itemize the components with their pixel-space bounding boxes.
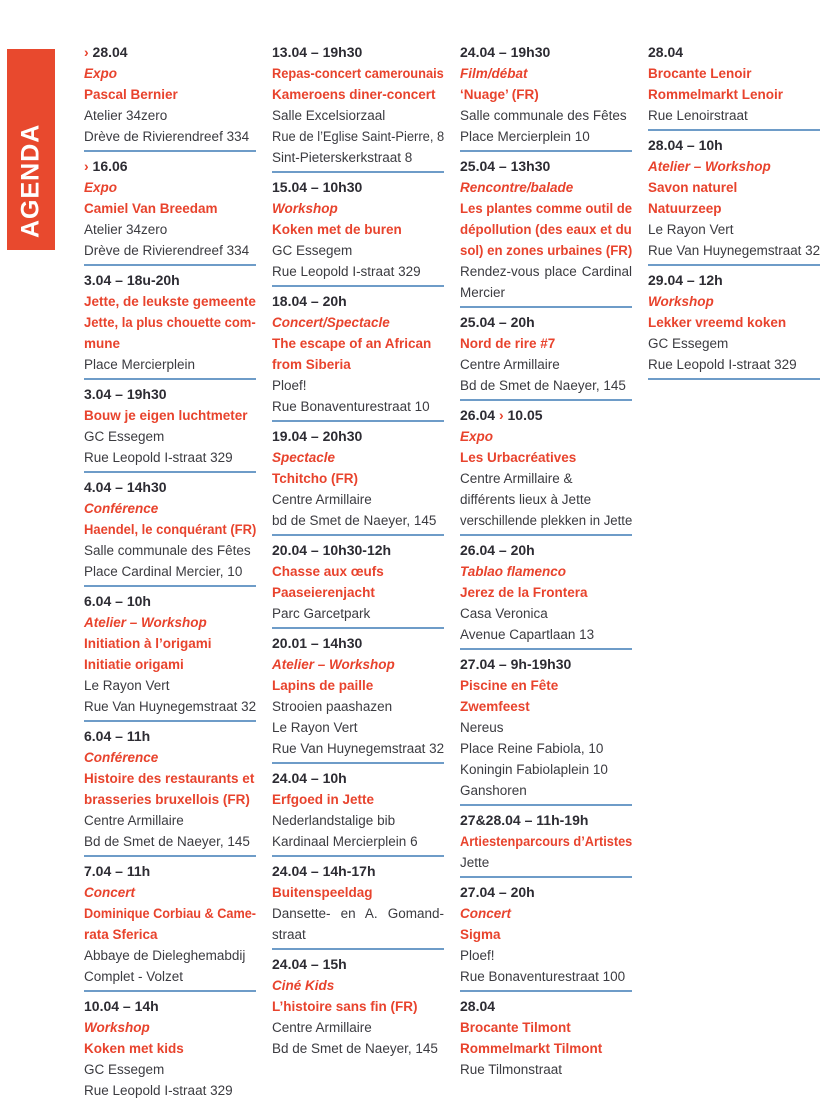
event-date: 15.04 – 10h30 [272,179,363,195]
event-date: 7.04 – 11h [84,863,151,879]
event-date: 28.04 – 10h [648,137,723,153]
event-item [460,654,632,801]
event-title: Initiation à l’origami [84,636,212,651]
event-category: Expo [460,429,494,444]
event-item [272,291,444,417]
event-date: › 16.06 [84,158,128,174]
event-detail: GC Essegem [648,336,729,351]
event-date: 18.04 – 20h [272,293,347,309]
event-item [272,861,444,945]
event-date: 3.04 – 18u-20h [84,272,180,288]
event-category: Expo [84,66,118,81]
event-detail: Rue Tilmonstraat [460,1062,563,1077]
event-detail: Rue Leopold I-straat 329 [84,1083,233,1098]
event-item [84,384,256,468]
event-date: 6.04 – 11h [84,728,151,744]
event-detail: Rue de l’Eglise Saint-Pierre, 8 [272,129,445,144]
event-detail: Jette [460,855,490,870]
event-category: Workshop [648,294,714,309]
event-item [648,270,820,375]
event-divider [272,420,444,422]
event-title: from Siberia [272,357,351,372]
event-item [272,954,444,1059]
event-item [84,156,256,261]
event-title: Repas-concert camerounais [272,66,444,81]
event-title: Koken met kids [84,1041,184,1056]
event-category: Spectacle [272,450,336,465]
event-title: rata Sferica [84,927,158,942]
event-title: mune [84,336,121,351]
event-divider [84,150,256,152]
event-detail: bd de Smet de Naeyer, 145 [272,513,437,528]
event-title: Savon naturel [648,180,738,195]
event-detail: Bd de Smet de Naeyer, 145 [272,1041,438,1056]
event-title: Histoire des restaurants et [84,771,255,786]
event-item [272,768,444,852]
event-divider [272,171,444,173]
event-date: 4.04 – 14h30 [84,479,167,495]
event-category: Tablao flamenco [460,564,567,579]
event-detail: Avenue Capartlaan 13 [460,627,595,642]
event-divider [460,534,632,536]
event-title: The escape of an African [272,336,432,351]
event-category: Conférence [84,501,159,516]
event-divider [84,378,256,380]
event-detail: GC Essegem [84,429,165,444]
event-date: 20.04 – 10h30-12h [272,542,392,558]
event-item [84,270,256,375]
event-category: Workshop [84,1020,150,1035]
event-title: brasseries bruxellois (FR) [84,792,250,807]
event-title: Brocante Tilmont [460,1020,571,1035]
event-detail: Koningin Fabiolaplein 10 [460,762,608,777]
event-detail: Salle communale des Fêtes [460,108,627,123]
event-category: Expo [84,180,118,195]
event-item [84,996,256,1101]
event-item [272,177,444,282]
event-title: Tchitcho (FR) [272,471,358,486]
event-divider [648,264,820,266]
agenda-column [84,42,256,1101]
event-item [84,591,256,717]
event-item [648,42,820,126]
event-date: 27.04 – 20h [460,884,535,900]
event-item [84,861,256,987]
chevron-right-icon: › [84,44,89,60]
event-date: 10.04 – 14h [84,998,159,1014]
event-category: Concert [84,885,136,900]
event-date: 26.04 › 10.05 [460,407,543,423]
event-title: dépollution (des eaux et du [460,222,632,237]
event-date: 3.04 – 19h30 [84,386,167,402]
event-detail: Place Reine Fabiola, 10 [460,741,604,756]
event-title: Chasse aux œufs [272,564,384,579]
event-date: 13.04 – 19h30 [272,44,363,60]
event-divider [460,648,632,650]
event-detail: Ploef! [460,948,495,963]
event-date: › 28.04 [84,44,128,60]
event-detail: Le Rayon Vert [272,720,358,735]
event-detail: Place Mercierplein [84,357,196,372]
event-title: L’histoire sans fin (FR) [272,999,418,1014]
event-title: Sigma [460,927,501,942]
event-detail: Le Rayon Vert [84,678,170,693]
event-detail: Rue Van Huynegemstraat 32 [84,699,257,714]
event-detail: verschillende plekken in Jette [460,513,633,528]
agenda-banner-label: AGENDA [16,123,45,238]
event-title: Buitenspeeldag [272,885,373,900]
event-detail: Complet - Volzet [84,969,184,984]
event-category: Film/débat [460,66,528,81]
event-divider [84,990,256,992]
event-item [460,996,632,1080]
event-category: Ciné Kids [272,978,335,993]
event-date: 25.04 – 20h [460,314,535,330]
event-detail: Nereus [460,720,504,735]
event-date: 6.04 – 10h [84,593,151,609]
agenda-banner [7,49,55,250]
event-category: Rencontre/balade [460,180,574,195]
event-divider [460,804,632,806]
event-detail: Rue Lenoirstraat [648,108,748,123]
event-detail: Bd de Smet de Naeyer, 145 [460,378,626,393]
event-divider [460,990,632,992]
event-detail: Drève de Rivierendreef 334 [84,129,250,144]
event-title: Pascal Bernier [84,87,178,102]
event-divider [84,720,256,722]
chevron-right-icon: › [84,158,89,174]
event-title: Koken met de buren [272,222,402,237]
event-detail: Casa Veronica [460,606,548,621]
event-item [272,42,444,168]
event-detail: GC Essegem [272,243,353,258]
event-detail: Rendez-vous place Cardinal [460,264,632,279]
event-category: Atelier – Workshop [648,159,771,174]
event-divider [272,762,444,764]
event-title: sol) en zones urbaines (FR) [460,243,633,258]
event-item [460,156,632,303]
event-detail: Le Rayon Vert [648,222,734,237]
event-item [460,42,632,147]
event-date: 25.04 – 13h30 [460,158,551,174]
event-category: Workshop [272,201,338,216]
event-item [460,882,632,987]
event-date: 27&28.04 – 11h-19h [460,812,589,828]
event-item [648,135,820,261]
event-divider [272,285,444,287]
event-title: Jerez de la Frontera [460,585,588,600]
event-detail: straat [272,927,306,942]
event-title: Les Urbacréatives [460,450,577,465]
event-detail: Rue Bonaventurestraat 100 [460,969,626,984]
event-title: Artiestenparcours d’Artistes [460,834,633,849]
event-category: Concert/Spectacle [272,315,390,330]
event-divider [460,876,632,878]
event-title: ‘Nuage’ (FR) [460,87,539,102]
event-detail: Nederlandstalige bib [272,813,396,828]
event-title: Natuurzeep [648,201,722,216]
event-detail: Centre Armillaire & [460,471,573,486]
event-item [84,42,256,147]
event-date: 24.04 – 10h [272,770,347,786]
event-divider [84,264,256,266]
event-detail: Sint-Pieterskerkstraat 8 [272,150,413,165]
event-divider [272,534,444,536]
event-category: Atelier – Workshop [272,657,395,672]
event-detail: Centre Armillaire [460,357,560,372]
event-category: Concert [460,906,512,921]
event-date: 28.04 [648,44,684,60]
event-detail: Atelier 34zero [84,108,168,123]
event-category: Conférence [84,750,159,765]
event-detail: Rue Bonaventurestraat 10 [272,399,430,414]
event-detail: Centre Armillaire [272,1020,372,1035]
agenda-column [648,42,820,384]
event-title: Camiel Van Breedam [84,201,218,216]
event-detail: GC Essegem [84,1062,165,1077]
event-title: Dominique Corbiau & Came- [84,906,257,921]
event-detail: Ploef! [272,378,307,393]
event-title: Paaseierenjacht [272,585,375,600]
event-detail: Mercier [460,285,506,300]
event-title: Lapins de paille [272,678,374,693]
event-detail: Salle communale des Fêtes [84,543,251,558]
event-detail: Rue Leopold I-straat 329 [84,450,233,465]
event-title: Lekker vreemd koken [648,315,787,330]
chevron-right-icon: › [498,407,504,423]
event-title: Rommelmarkt Tilmont [460,1041,603,1056]
event-divider [84,471,256,473]
event-divider [460,150,632,152]
event-item [84,726,256,852]
event-divider [84,855,256,857]
event-title: Rommelmarkt Lenoir [648,87,784,102]
event-divider [84,585,256,587]
event-title: Jette, la plus chouette com- [84,315,256,330]
event-date: 27.04 – 9h-19h30 [460,656,572,672]
event-date: 24.04 – 14h-17h [272,863,376,879]
event-item [460,312,632,396]
event-detail: Kardinaal Mercierplein 6 [272,834,418,849]
event-date: 29.04 – 12h [648,272,723,288]
event-item [272,633,444,759]
event-detail: Abbaye de Dieleghemabdij [84,948,246,963]
event-detail: Rue Van Huynegemstraat 32 [648,243,821,258]
event-title: Haendel, le conquérant (FR) [84,522,257,537]
event-divider [272,855,444,857]
event-item [272,540,444,624]
event-title: Erfgoed in Jette [272,792,375,807]
event-title: Nord de rire #7 [460,336,556,351]
event-divider [648,129,820,131]
event-detail: Rue Leopold I-straat 329 [648,357,797,372]
event-date: 24.04 – 19h30 [460,44,551,60]
event-detail: Ganshoren [460,783,527,798]
event-date: 26.04 – 20h [460,542,535,558]
event-divider [648,378,820,380]
event-date: 24.04 – 15h [272,956,347,972]
event-detail: Dansette- en A. Gomand- [272,906,444,921]
event-item [460,405,632,531]
event-item [84,477,256,582]
event-title: Kameroens diner-concert [272,87,436,102]
event-date: 28.04 [460,998,496,1014]
event-title: Bouw je eigen luchtmeter [84,408,248,423]
event-detail: Bd de Smet de Naeyer, 145 [84,834,250,849]
event-date: 19.04 – 20h30 [272,428,363,444]
event-detail: Centre Armillaire [84,813,184,828]
event-date: 20.01 – 14h30 [272,635,363,651]
event-title: Jette, de leukste gemeente [84,294,256,309]
event-detail: Place Cardinal Mercier, 10 [84,564,243,579]
event-detail: Drève de Rivierendreef 334 [84,243,250,258]
event-detail: Parc Garcetpark [272,606,371,621]
event-divider [272,627,444,629]
event-detail: Atelier 34zero [84,222,168,237]
agenda-column [272,42,444,1059]
event-detail: Strooien paashazen [272,699,393,714]
agenda-column [460,42,632,1080]
event-category: Atelier – Workshop [84,615,207,630]
event-detail: Centre Armillaire [272,492,372,507]
event-detail: Place Mercierplein 10 [460,129,590,144]
event-detail: Rue Van Huynegemstraat 32 [272,741,445,756]
event-detail: Salle Excelsiorzaal [272,108,386,123]
event-detail: Rue Leopold I-straat 329 [272,264,421,279]
event-title: Les plantes comme outil de [460,201,633,216]
event-title: Brocante Lenoir [648,66,752,81]
event-title: Piscine en Fête [460,678,559,693]
event-title: Zwemfeest [460,699,530,714]
event-item [460,540,632,645]
event-item [460,810,632,873]
event-divider [272,948,444,950]
event-title: Initiatie origami [84,657,184,672]
event-divider [460,306,632,308]
event-item [272,426,444,531]
event-divider [460,399,632,401]
event-detail: différents lieux à Jette [460,492,592,507]
